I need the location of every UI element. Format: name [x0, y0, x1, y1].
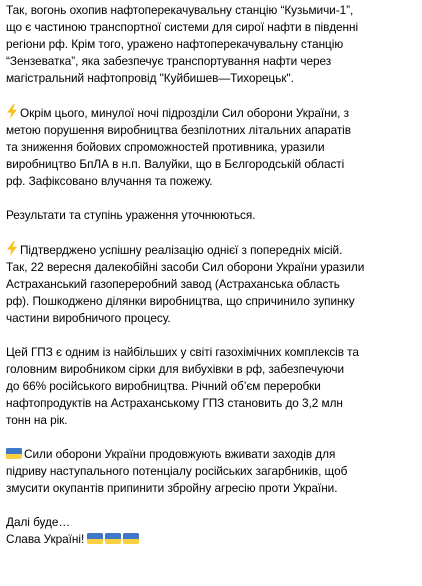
paragraph-gpz-details	[6, 344, 416, 429]
ukraine-flag-icon	[6, 448, 22, 459]
text-line: та зниження бойових спроможностей противника, уразили	[6, 140, 325, 154]
text-line-with-icon	[6, 446, 416, 463]
text-line: регіони рф. Крім того, уражено нафтоперекачувальну станцію	[6, 37, 344, 51]
text-line: Астраханський газопереробний завод (Астраханська область	[6, 277, 340, 291]
text-line: що є частиною транспортної системи для сирої нафти в південні	[6, 20, 359, 34]
text-line: рф. Зафіксовано влучання та пожежу.	[6, 174, 213, 188]
text-span: Слава Україні!	[6, 532, 85, 546]
high-voltage-icon	[6, 104, 18, 119]
text-line: виробництво БпЛА в н.п. Валуйки, що в Бєлгородській області	[6, 157, 345, 171]
ukraine-flag-icon	[123, 533, 139, 544]
text-line: підриву наступального потенціалу російських загарбників, щоб	[6, 464, 348, 478]
text-line: “Зензеватка”, яка забезпечує транспортування нафти через	[6, 54, 332, 68]
text-line: Так, 22 вересня далекобійні засоби Сил оборони України уразили	[6, 260, 365, 274]
paragraph-closing	[6, 514, 416, 548]
text-line: магістральний нафтопровід "Куйбишев—Тихорецьк".	[6, 71, 294, 85]
high-voltage-icon	[6, 241, 18, 256]
ukraine-flag-icon	[87, 533, 103, 544]
text-span: Сили оборони України продовжують вживати заходів для	[24, 447, 336, 461]
text-line: Так, вогонь охопив нафтоперекачувальну станцію “Кузьмичи-1”,	[6, 3, 354, 17]
paragraph-defense-forces	[6, 446, 416, 497]
text-span: Підтверджено успішну реалізацію однієї з попередніх місій.	[20, 243, 343, 257]
text-line: рф). Пошкоджено ділянки виробництва, що спричинило зупинку	[6, 294, 355, 308]
text-line-with-icons	[6, 531, 416, 548]
text-line: Цей ГПЗ є одним із найбільших у світі газохімічних комплексів та	[6, 345, 359, 359]
text-line: метою порушення виробництва безпілотних літальних апаратів	[6, 123, 351, 137]
text-line-with-icon	[6, 104, 416, 122]
ukraine-flag-icon	[105, 533, 121, 544]
text-line: частини виробничого процесу.	[6, 311, 171, 325]
paragraph-pumping-stations	[6, 2, 416, 87]
text-line: змусити окупантів припинити збройну агресію проти України.	[6, 481, 338, 495]
text-line: тонн на рік.	[6, 413, 68, 427]
paragraph-valuyki	[6, 104, 416, 190]
text-line: нафтопродуктів на Астраханському ГПЗ становить до 3,2 млн	[6, 396, 343, 410]
text-line-with-icon	[6, 241, 416, 259]
text-line: головним виробником сірки для вибухівки в рф, забезпечуючи	[6, 362, 345, 376]
text-line: Результати та ступінь ураження уточнюються.	[6, 208, 256, 222]
paragraph-astrakhan	[6, 241, 416, 327]
text-line: до 66% російського виробництва. Річний об’єм переробки	[6, 379, 321, 393]
text-span: Окрім цього, минулої ночі підрозділи Сил оборони України, з	[20, 106, 349, 120]
text-line: Далі буде…	[6, 515, 71, 529]
paragraph-results	[6, 207, 416, 224]
